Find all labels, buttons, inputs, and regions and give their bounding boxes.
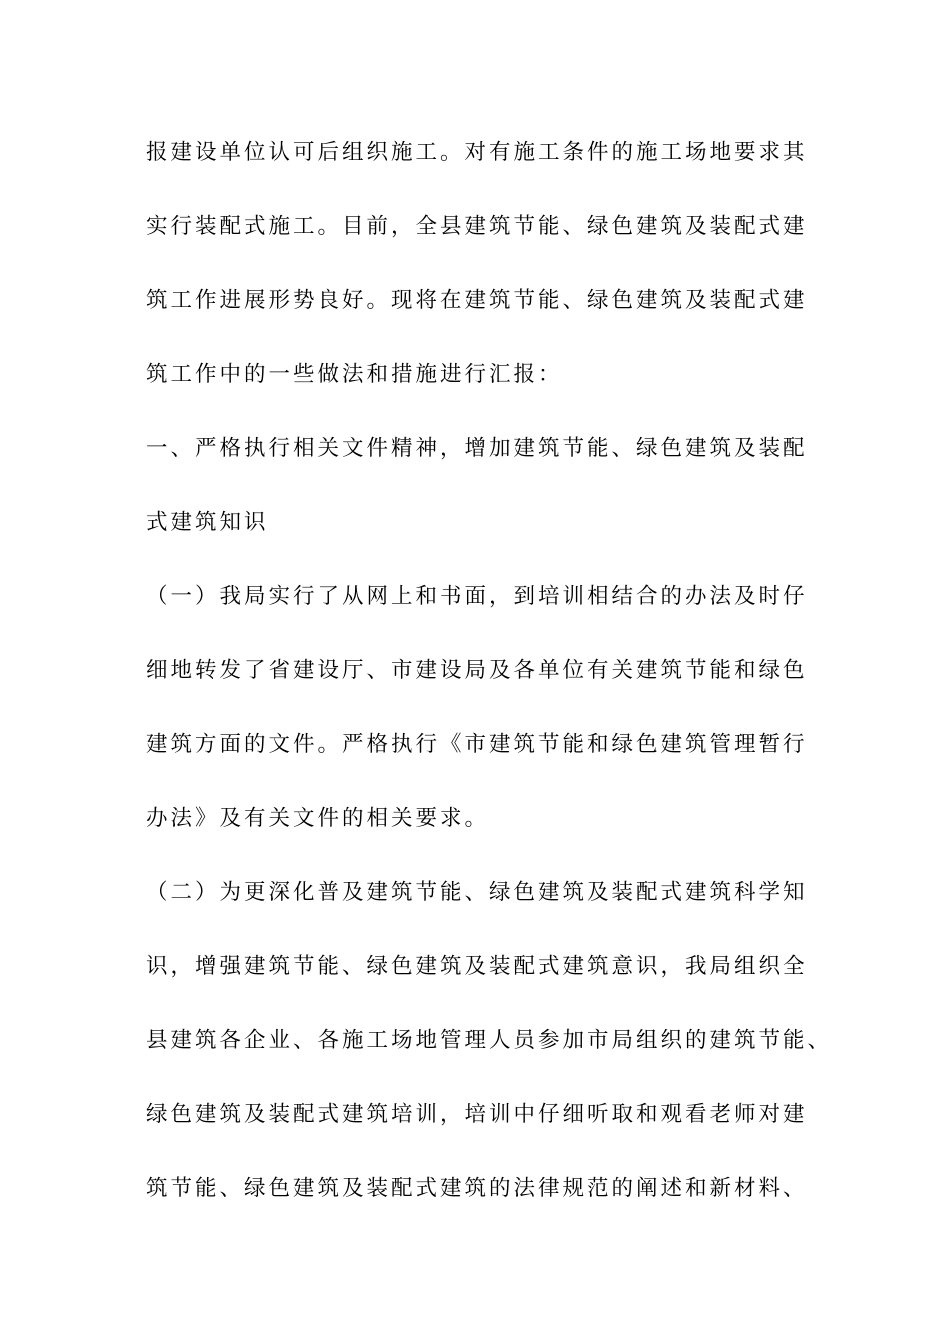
- text-line: 筑节能、绿色建筑及装配式建筑的法律规范的阐述和新材料、: [146, 1176, 808, 1201]
- section-heading-line: 一、严格执行相关文件精神，增加建筑节能、绿色建筑及装配: [146, 436, 808, 461]
- text-line: 县建筑各企业、各施工场地管理人员参加市局组织的建筑节能、: [146, 1028, 833, 1053]
- text-line: （一）我局实行了从网上和书面，到培训相结合的办法及时仔: [146, 584, 808, 609]
- body-text: [146, 128, 833, 1238]
- text-line: 建筑方面的文件。严格执行《市建筑节能和绿色建筑管理暂行: [146, 732, 808, 757]
- text-line: 识，增强建筑节能、绿色建筑及装配式建筑意识，我局组织全: [146, 954, 808, 979]
- text-line: 筑工作中的一些做法和措施进行汇报：: [146, 362, 563, 387]
- text-line: 绿色建筑及装配式建筑培训，培训中仔细听取和观看老师对建: [146, 1102, 808, 1127]
- text-line: （二）为更深化普及建筑节能、绿色建筑及装配式建筑科学知: [146, 880, 808, 905]
- text-line: 实行装配式施工。目前，全县建筑节能、绿色建筑及装配式建: [146, 214, 808, 239]
- section-heading-line: 式建筑知识: [146, 510, 269, 535]
- text-line: 办法》及有关文件的相关要求。: [146, 806, 490, 831]
- text-line: 细地转发了省建设厅、市建设局及各单位有关建筑节能和绿色: [146, 658, 808, 683]
- text-line: 筑工作进展形势良好。现将在建筑节能、绿色建筑及装配式建: [146, 288, 808, 313]
- text-line: 报建设单位认可后组织施工。对有施工条件的施工场地要求其: [146, 140, 808, 165]
